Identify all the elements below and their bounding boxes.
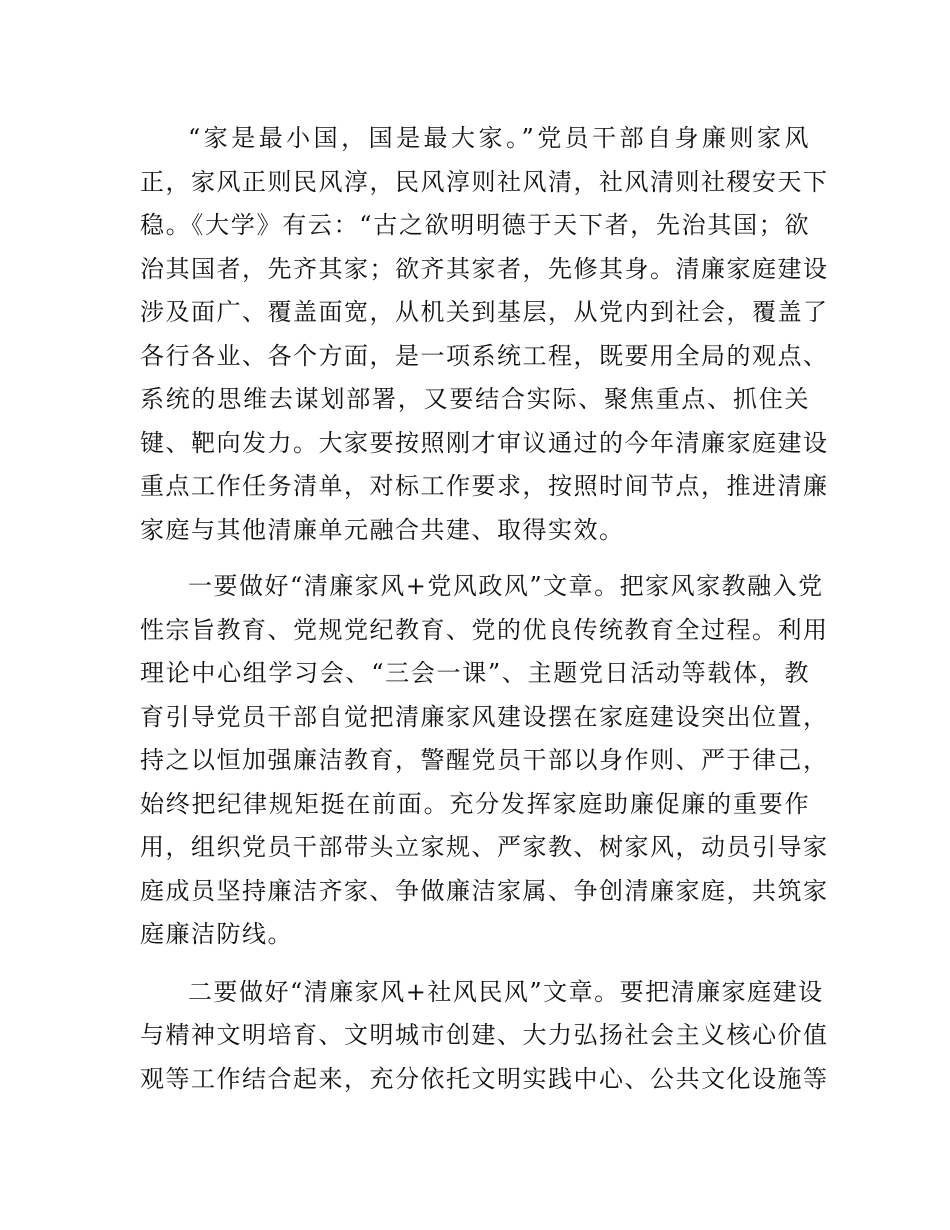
- text-line: 庭廉洁防线。: [140, 920, 293, 948]
- text-line: 育引导党员干部自觉把清廉家风建设摆在家庭建设突出位置，: [140, 702, 829, 731]
- text-line: “家是最小国，国是最大家。”党员干部自身廉则家风: [188, 124, 810, 152]
- text-line: 始终把纪律规矩挺在前面。充分发挥家庭助廉促廉的重要作: [140, 789, 810, 818]
- text-line: 二要做好“清廉家风+社风民风”文章。要把清廉家庭建设: [188, 977, 824, 1006]
- text-line: 各行各业、各个方面，是一项系统工程，既要用全局的观点、: [140, 341, 829, 370]
- text-line: 治其国者，先齐其家；欲齐其家者，先修其身。清廉家庭建设: [140, 254, 829, 283]
- text-line: 重点工作任务清单，对标工作要求，按照时间节点，推进清廉: [140, 472, 829, 500]
- text-line: 正，家风正则民风淳，民风淳则社风清，社风清则社稷安天下: [140, 167, 829, 196]
- text-line: 持之以恒加强廉洁教育，警醒党员干部以身作则、严于律己，: [140, 746, 829, 774]
- text-line: 涉及面广、覆盖面宽，从机关到基层，从党内到社会，覆盖了: [140, 298, 829, 326]
- paragraph-3: [140, 971, 829, 1102]
- text-line: 观等工作结合起来，充分依托文明实践中心、公共文化设施等: [140, 1064, 829, 1093]
- text-line: 家庭与其他清廉单元融合共建、取得实效。: [140, 515, 625, 544]
- text-line: 系统的思维去谋划部署，又要结合实际、聚焦重点、抓住关: [140, 385, 810, 413]
- text-line: 一要做好“清廉家风+党风政风”文章。把家风家教融入党: [188, 572, 824, 600]
- text-line: 理论中心组学习会、“三会一课”、主题党日活动等载体，教: [140, 659, 810, 687]
- document-body: [140, 117, 829, 1101]
- paragraph-2: [140, 565, 829, 957]
- text-line: 与精神文明培育、文明城市创建、大力弘扬社会主义核心价值: [140, 1021, 829, 1049]
- text-line: 庭成员坚持廉洁齐家、争做廉洁家属、争创清廉家庭，共筑家: [140, 876, 829, 905]
- text-line: 键、靶向发力。大家要按照刚才审议通过的今年清廉家庭建设: [140, 428, 829, 457]
- paragraph-1: [140, 117, 829, 552]
- text-line: 稳。《大学》有云：“古之欲明明德于天下者，先治其国；欲: [140, 211, 810, 239]
- text-line: 性宗旨教育、党规党纪教育、党的优良传统教育全过程。利用: [140, 615, 829, 644]
- text-line: 用，组织党员干部带头立家规、严家教、树家风，动员引导家: [140, 833, 829, 861]
